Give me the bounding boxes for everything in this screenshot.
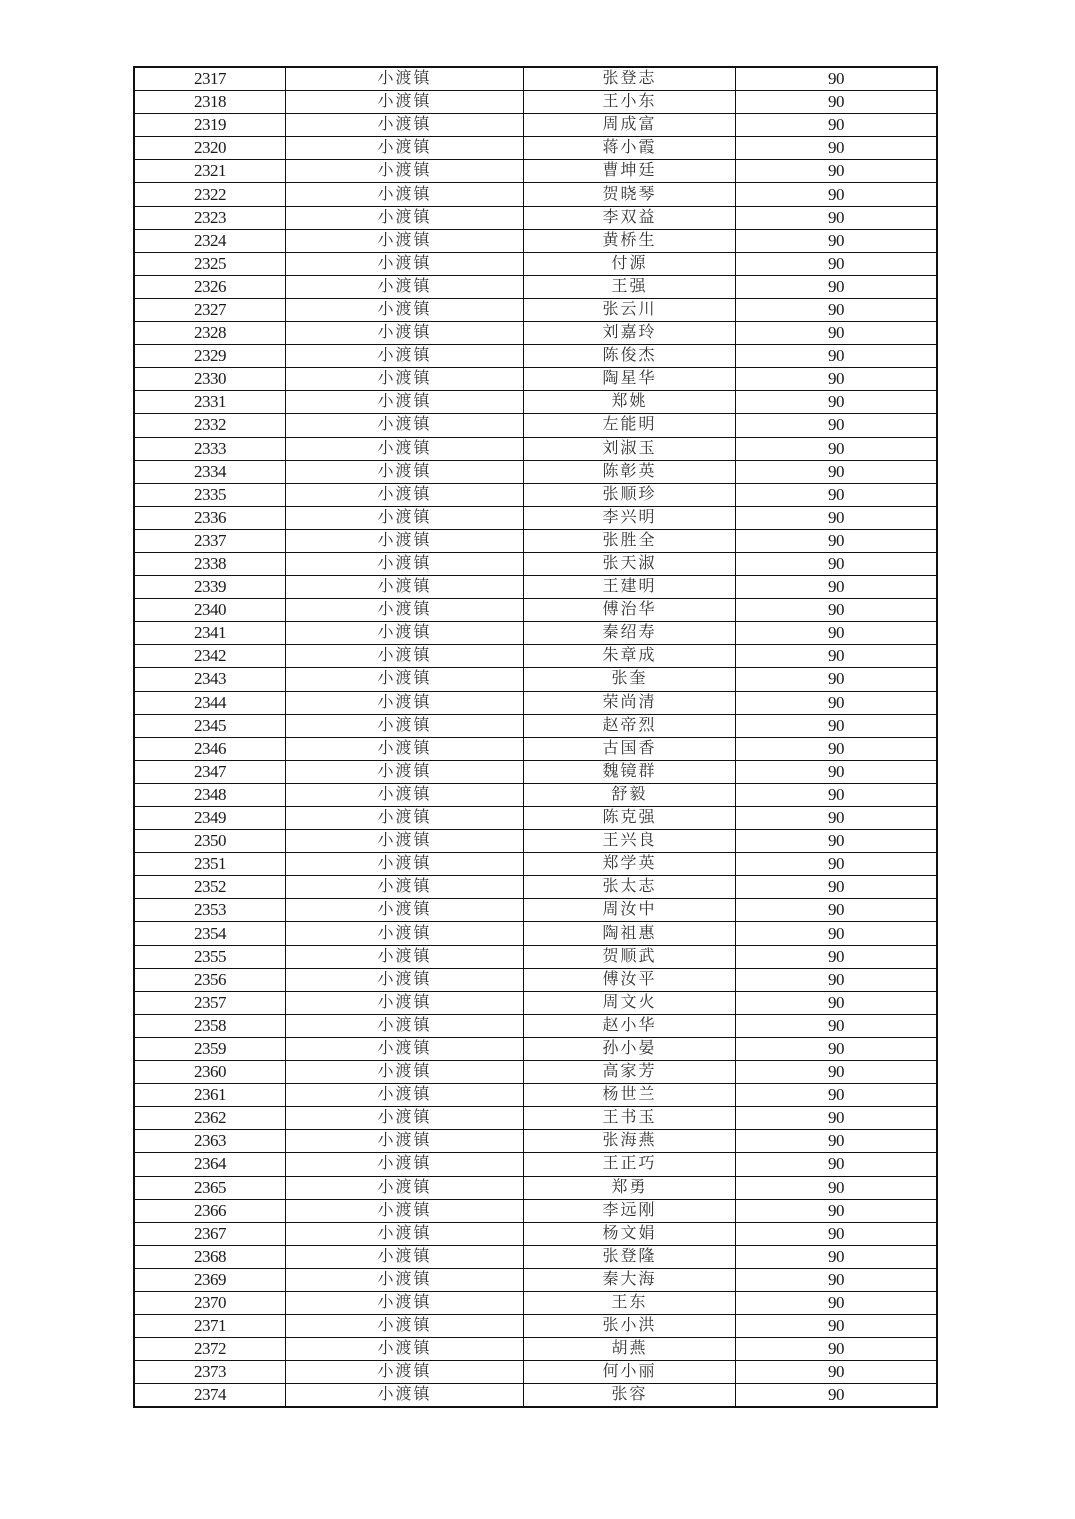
roster-table	[133, 66, 938, 1408]
score-cell: 90	[736, 1130, 938, 1153]
serial-number-cell: 2334	[134, 460, 286, 483]
town-cell: 小渡镇	[286, 576, 524, 599]
score-cell: 90	[736, 1338, 938, 1361]
person-name-cell: 贺晓琴	[524, 183, 736, 206]
score-cell: 90	[736, 1291, 938, 1314]
serial-number-cell: 2373	[134, 1361, 286, 1384]
score-cell: 90	[736, 1153, 938, 1176]
score-cell: 90	[736, 183, 938, 206]
town-cell: 小渡镇	[286, 853, 524, 876]
table-row	[134, 345, 937, 368]
town-cell: 小渡镇	[286, 1107, 524, 1130]
score-cell: 90	[736, 714, 938, 737]
serial-number-cell: 2354	[134, 922, 286, 945]
table-row	[134, 876, 937, 899]
town-cell: 小渡镇	[286, 460, 524, 483]
table-row	[134, 1222, 937, 1245]
person-name-cell: 王书玉	[524, 1107, 736, 1130]
score-cell: 90	[736, 1222, 938, 1245]
table-row	[134, 622, 937, 645]
serial-number-cell: 2342	[134, 645, 286, 668]
serial-number-cell: 2374	[134, 1384, 286, 1408]
serial-number-cell: 2339	[134, 576, 286, 599]
town-cell: 小渡镇	[286, 691, 524, 714]
person-name-cell: 王小东	[524, 91, 736, 114]
person-name-cell: 王强	[524, 275, 736, 298]
person-name-cell: 刘嘉玲	[524, 322, 736, 345]
serial-number-cell: 2319	[134, 114, 286, 137]
table-row	[134, 853, 937, 876]
person-name-cell: 傅汝平	[524, 968, 736, 991]
table-row	[134, 229, 937, 252]
person-name-cell: 张胜全	[524, 529, 736, 552]
serial-number-cell: 2343	[134, 668, 286, 691]
score-cell: 90	[736, 1245, 938, 1268]
serial-number-cell: 2361	[134, 1084, 286, 1107]
score-cell: 90	[736, 91, 938, 114]
table-row	[134, 1130, 937, 1153]
town-cell: 小渡镇	[286, 1222, 524, 1245]
table-row	[134, 1199, 937, 1222]
serial-number-cell: 2363	[134, 1130, 286, 1153]
table-row	[134, 599, 937, 622]
town-cell: 小渡镇	[286, 737, 524, 760]
score-cell: 90	[736, 483, 938, 506]
town-cell: 小渡镇	[286, 368, 524, 391]
person-name-cell: 古国香	[524, 737, 736, 760]
table-row	[134, 368, 937, 391]
table-row	[134, 1268, 937, 1291]
table-row	[134, 691, 937, 714]
person-name-cell: 赵帝烈	[524, 714, 736, 737]
score-cell: 90	[736, 1199, 938, 1222]
serial-number-cell: 2364	[134, 1153, 286, 1176]
score-cell: 90	[736, 991, 938, 1014]
serial-number-cell: 2348	[134, 783, 286, 806]
person-name-cell: 胡燕	[524, 1338, 736, 1361]
town-cell: 小渡镇	[286, 183, 524, 206]
score-cell: 90	[736, 275, 938, 298]
person-name-cell: 王兴良	[524, 830, 736, 853]
person-name-cell: 傅治华	[524, 599, 736, 622]
score-cell: 90	[736, 1176, 938, 1199]
score-cell: 90	[736, 298, 938, 321]
town-cell: 小渡镇	[286, 414, 524, 437]
score-cell: 90	[736, 206, 938, 229]
town-cell: 小渡镇	[286, 1084, 524, 1107]
town-cell: 小渡镇	[286, 668, 524, 691]
person-name-cell: 张顺珍	[524, 483, 736, 506]
person-name-cell: 郑勇	[524, 1176, 736, 1199]
score-cell: 90	[736, 737, 938, 760]
table-row	[134, 529, 937, 552]
person-name-cell: 杨世兰	[524, 1084, 736, 1107]
town-cell: 小渡镇	[286, 1014, 524, 1037]
score-cell: 90	[736, 876, 938, 899]
person-name-cell: 张登隆	[524, 1245, 736, 1268]
town-cell: 小渡镇	[286, 252, 524, 275]
table-row	[134, 322, 937, 345]
serial-number-cell: 2336	[134, 506, 286, 529]
person-name-cell: 荣尚清	[524, 691, 736, 714]
score-cell: 90	[736, 807, 938, 830]
serial-number-cell: 2340	[134, 599, 286, 622]
person-name-cell: 付源	[524, 252, 736, 275]
table-row	[134, 1176, 937, 1199]
town-cell: 小渡镇	[286, 1245, 524, 1268]
score-cell: 90	[736, 506, 938, 529]
score-cell: 90	[736, 1014, 938, 1037]
town-cell: 小渡镇	[286, 206, 524, 229]
town-cell: 小渡镇	[286, 1199, 524, 1222]
person-name-cell: 朱章成	[524, 645, 736, 668]
town-cell: 小渡镇	[286, 760, 524, 783]
table-row	[134, 206, 937, 229]
town-cell: 小渡镇	[286, 1315, 524, 1338]
person-name-cell: 张云川	[524, 298, 736, 321]
person-name-cell: 周汝中	[524, 899, 736, 922]
town-cell: 小渡镇	[286, 783, 524, 806]
person-name-cell: 贺顺武	[524, 945, 736, 968]
town-cell: 小渡镇	[286, 1361, 524, 1384]
person-name-cell: 张天淑	[524, 552, 736, 575]
serial-number-cell: 2351	[134, 853, 286, 876]
serial-number-cell: 2338	[134, 552, 286, 575]
town-cell: 小渡镇	[286, 529, 524, 552]
serial-number-cell: 2367	[134, 1222, 286, 1245]
person-name-cell: 张海燕	[524, 1130, 736, 1153]
person-name-cell: 郑姚	[524, 391, 736, 414]
serial-number-cell: 2355	[134, 945, 286, 968]
serial-number-cell: 2324	[134, 229, 286, 252]
serial-number-cell: 2360	[134, 1061, 286, 1084]
town-cell: 小渡镇	[286, 114, 524, 137]
score-cell: 90	[736, 322, 938, 345]
score-cell: 90	[736, 414, 938, 437]
person-name-cell: 陶星华	[524, 368, 736, 391]
table-row	[134, 668, 937, 691]
town-cell: 小渡镇	[286, 645, 524, 668]
person-name-cell: 赵小华	[524, 1014, 736, 1037]
score-cell: 90	[736, 437, 938, 460]
serial-number-cell: 2358	[134, 1014, 286, 1037]
table-row	[134, 275, 937, 298]
score-cell: 90	[736, 668, 938, 691]
score-cell: 90	[736, 160, 938, 183]
serial-number-cell: 2337	[134, 529, 286, 552]
score-cell: 90	[736, 760, 938, 783]
person-name-cell: 陈彰英	[524, 460, 736, 483]
town-cell: 小渡镇	[286, 67, 524, 91]
table-row	[134, 945, 937, 968]
town-cell: 小渡镇	[286, 1291, 524, 1314]
person-name-cell: 王正巧	[524, 1153, 736, 1176]
table-row	[134, 252, 937, 275]
score-cell: 90	[736, 1084, 938, 1107]
serial-number-cell: 2321	[134, 160, 286, 183]
town-cell: 小渡镇	[286, 945, 524, 968]
score-cell: 90	[736, 1268, 938, 1291]
serial-number-cell: 2372	[134, 1338, 286, 1361]
person-name-cell: 王建明	[524, 576, 736, 599]
town-cell: 小渡镇	[286, 552, 524, 575]
town-cell: 小渡镇	[286, 322, 524, 345]
serial-number-cell: 2322	[134, 183, 286, 206]
score-cell: 90	[736, 576, 938, 599]
table-row	[134, 183, 937, 206]
serial-number-cell: 2318	[134, 91, 286, 114]
table-row	[134, 460, 937, 483]
town-cell: 小渡镇	[286, 391, 524, 414]
score-cell: 90	[736, 645, 938, 668]
score-cell: 90	[736, 391, 938, 414]
town-cell: 小渡镇	[286, 1338, 524, 1361]
score-cell: 90	[736, 529, 938, 552]
serial-number-cell: 2330	[134, 368, 286, 391]
town-cell: 小渡镇	[286, 437, 524, 460]
town-cell: 小渡镇	[286, 922, 524, 945]
serial-number-cell: 2344	[134, 691, 286, 714]
person-name-cell: 张太志	[524, 876, 736, 899]
person-name-cell: 左能明	[524, 414, 736, 437]
serial-number-cell: 2327	[134, 298, 286, 321]
roster-table-body	[134, 67, 937, 1407]
table-row	[134, 1084, 937, 1107]
serial-number-cell: 2365	[134, 1176, 286, 1199]
score-cell: 90	[736, 622, 938, 645]
score-cell: 90	[736, 345, 938, 368]
table-row	[134, 298, 937, 321]
town-cell: 小渡镇	[286, 1176, 524, 1199]
serial-number-cell: 2325	[134, 252, 286, 275]
table-row	[134, 114, 937, 137]
town-cell: 小渡镇	[286, 1153, 524, 1176]
table-row	[134, 991, 937, 1014]
serial-number-cell: 2370	[134, 1291, 286, 1314]
person-name-cell: 杨文娟	[524, 1222, 736, 1245]
table-row	[134, 137, 937, 160]
table-row	[134, 807, 937, 830]
town-cell: 小渡镇	[286, 1061, 524, 1084]
serial-number-cell: 2349	[134, 807, 286, 830]
person-name-cell: 陈克强	[524, 807, 736, 830]
table-row	[134, 552, 937, 575]
score-cell: 90	[736, 368, 938, 391]
town-cell: 小渡镇	[286, 1384, 524, 1408]
score-cell: 90	[736, 137, 938, 160]
table-row	[134, 645, 937, 668]
serial-number-cell: 2356	[134, 968, 286, 991]
table-row	[134, 414, 937, 437]
town-cell: 小渡镇	[286, 991, 524, 1014]
score-cell: 90	[736, 853, 938, 876]
person-name-cell: 舒毅	[524, 783, 736, 806]
table-row	[134, 576, 937, 599]
serial-number-cell: 2328	[134, 322, 286, 345]
serial-number-cell: 2345	[134, 714, 286, 737]
town-cell: 小渡镇	[286, 298, 524, 321]
table-row	[134, 437, 937, 460]
serial-number-cell: 2329	[134, 345, 286, 368]
serial-number-cell: 2331	[134, 391, 286, 414]
score-cell: 90	[736, 229, 938, 252]
table-row	[134, 91, 937, 114]
table-row	[134, 1014, 937, 1037]
person-name-cell: 何小丽	[524, 1361, 736, 1384]
serial-number-cell: 2357	[134, 991, 286, 1014]
town-cell: 小渡镇	[286, 506, 524, 529]
serial-number-cell: 2353	[134, 899, 286, 922]
serial-number-cell: 2341	[134, 622, 286, 645]
score-cell: 90	[736, 968, 938, 991]
town-cell: 小渡镇	[286, 807, 524, 830]
table-row	[134, 160, 937, 183]
table-row	[134, 67, 937, 91]
table-row	[134, 922, 937, 945]
person-name-cell: 李双益	[524, 206, 736, 229]
town-cell: 小渡镇	[286, 275, 524, 298]
person-name-cell: 王东	[524, 1291, 736, 1314]
serial-number-cell: 2320	[134, 137, 286, 160]
town-cell: 小渡镇	[286, 599, 524, 622]
person-name-cell: 蒋小霞	[524, 137, 736, 160]
serial-number-cell: 2371	[134, 1315, 286, 1338]
person-name-cell: 郑学英	[524, 853, 736, 876]
serial-number-cell: 2346	[134, 737, 286, 760]
score-cell: 90	[736, 1037, 938, 1060]
table-row	[134, 899, 937, 922]
town-cell: 小渡镇	[286, 345, 524, 368]
town-cell: 小渡镇	[286, 1130, 524, 1153]
town-cell: 小渡镇	[286, 160, 524, 183]
table-row	[134, 1107, 937, 1130]
person-name-cell: 刘淑玉	[524, 437, 736, 460]
person-name-cell: 秦大海	[524, 1268, 736, 1291]
score-cell: 90	[736, 252, 938, 275]
town-cell: 小渡镇	[286, 1268, 524, 1291]
serial-number-cell: 2369	[134, 1268, 286, 1291]
serial-number-cell: 2368	[134, 1245, 286, 1268]
serial-number-cell: 2359	[134, 1037, 286, 1060]
town-cell: 小渡镇	[286, 830, 524, 853]
score-cell: 90	[736, 899, 938, 922]
score-cell: 90	[736, 783, 938, 806]
score-cell: 90	[736, 114, 938, 137]
score-cell: 90	[736, 599, 938, 622]
score-cell: 90	[736, 1315, 938, 1338]
person-name-cell: 周文火	[524, 991, 736, 1014]
table-row	[134, 1384, 937, 1408]
table-row	[134, 483, 937, 506]
person-name-cell: 李远刚	[524, 1199, 736, 1222]
serial-number-cell: 2326	[134, 275, 286, 298]
serial-number-cell: 2366	[134, 1199, 286, 1222]
score-cell: 90	[736, 830, 938, 853]
town-cell: 小渡镇	[286, 91, 524, 114]
score-cell: 90	[736, 1361, 938, 1384]
table-row	[134, 760, 937, 783]
person-name-cell: 陶祖惠	[524, 922, 736, 945]
person-name-cell: 李兴明	[524, 506, 736, 529]
town-cell: 小渡镇	[286, 622, 524, 645]
serial-number-cell: 2323	[134, 206, 286, 229]
table-row	[134, 1037, 937, 1060]
serial-number-cell: 2333	[134, 437, 286, 460]
score-cell: 90	[736, 67, 938, 91]
town-cell: 小渡镇	[286, 1037, 524, 1060]
score-cell: 90	[736, 1384, 938, 1408]
serial-number-cell: 2350	[134, 830, 286, 853]
town-cell: 小渡镇	[286, 876, 524, 899]
score-cell: 90	[736, 1061, 938, 1084]
person-name-cell: 张登志	[524, 67, 736, 91]
town-cell: 小渡镇	[286, 968, 524, 991]
table-row	[134, 1153, 937, 1176]
person-name-cell: 曹坤廷	[524, 160, 736, 183]
town-cell: 小渡镇	[286, 483, 524, 506]
town-cell: 小渡镇	[286, 229, 524, 252]
person-name-cell: 孙小晏	[524, 1037, 736, 1060]
town-cell: 小渡镇	[286, 137, 524, 160]
table-row	[134, 1315, 937, 1338]
score-cell: 90	[736, 922, 938, 945]
table-row	[134, 1245, 937, 1268]
table-row	[134, 737, 937, 760]
person-name-cell: 张容	[524, 1384, 736, 1408]
table-row	[134, 968, 937, 991]
serial-number-cell: 2317	[134, 67, 286, 91]
serial-number-cell: 2335	[134, 483, 286, 506]
table-row	[134, 1061, 937, 1084]
table-row	[134, 1338, 937, 1361]
serial-number-cell: 2352	[134, 876, 286, 899]
score-cell: 90	[736, 460, 938, 483]
town-cell: 小渡镇	[286, 714, 524, 737]
person-name-cell: 高家芳	[524, 1061, 736, 1084]
person-name-cell: 张奎	[524, 668, 736, 691]
table-row	[134, 391, 937, 414]
score-cell: 90	[736, 945, 938, 968]
table-row	[134, 830, 937, 853]
town-cell: 小渡镇	[286, 899, 524, 922]
score-cell: 90	[736, 691, 938, 714]
serial-number-cell: 2362	[134, 1107, 286, 1130]
person-name-cell: 周成富	[524, 114, 736, 137]
person-name-cell: 张小洪	[524, 1315, 736, 1338]
serial-number-cell: 2332	[134, 414, 286, 437]
person-name-cell: 魏镜群	[524, 760, 736, 783]
score-cell: 90	[736, 552, 938, 575]
table-row	[134, 714, 937, 737]
table-row	[134, 506, 937, 529]
table-row	[134, 1291, 937, 1314]
person-name-cell: 秦绍寿	[524, 622, 736, 645]
person-name-cell: 陈俊杰	[524, 345, 736, 368]
person-name-cell: 黄桥生	[524, 229, 736, 252]
table-row	[134, 783, 937, 806]
serial-number-cell: 2347	[134, 760, 286, 783]
table-row	[134, 1361, 937, 1384]
score-cell: 90	[736, 1107, 938, 1130]
